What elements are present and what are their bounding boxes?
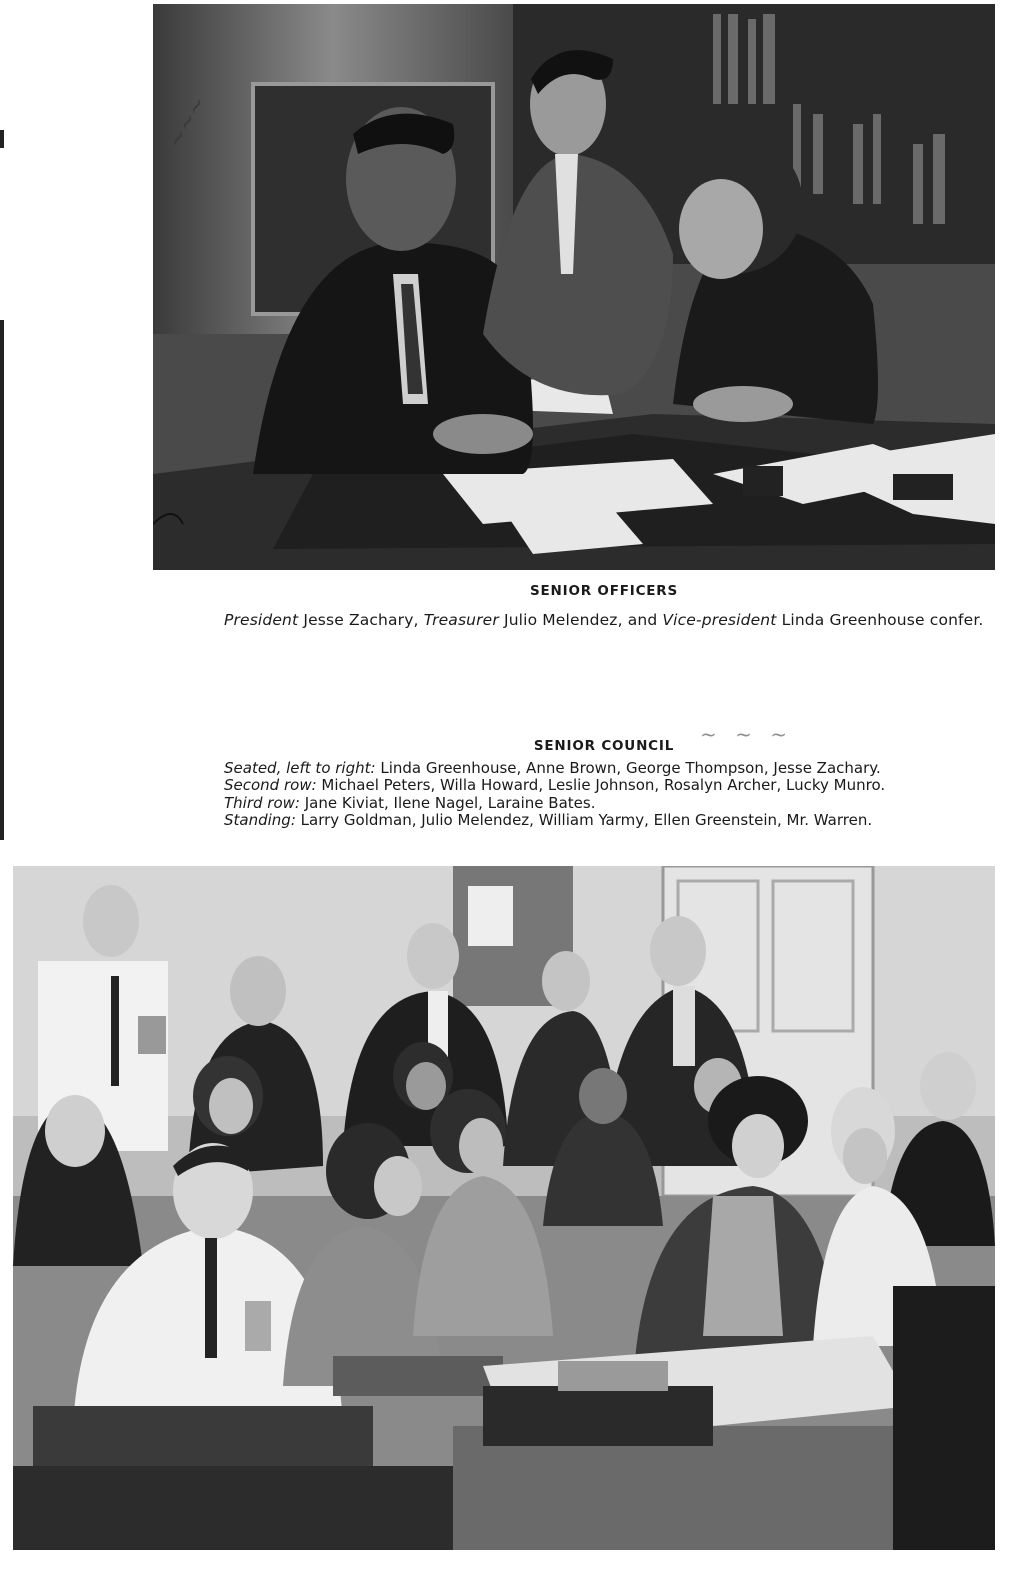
senior-council-photo [13, 866, 995, 1550]
council-row-names: Jane Kiviat, Ilene Nagel, Laraine Bates. [304, 793, 596, 812]
senior-officers-heading: SENIOR OFFICERS [529, 583, 679, 599]
senior-officers-caption [224, 583, 984, 630]
officer-name: Julio Melendez, and [503, 611, 658, 629]
council-row-label: Third row: [224, 793, 300, 812]
council-row [224, 795, 984, 812]
senior-officers-photo-graphic [153, 4, 995, 570]
council-row-names: Michael Peters, Willa Howard, Leslie Johnson, Rosalyn Archer, Lucky Munro. [321, 776, 886, 795]
council-row-names: Linda Greenhouse, Anne Brown, George Thompson, Jesse Zachary. [380, 759, 881, 777]
council-row [224, 812, 984, 829]
council-row-label: Standing: [224, 811, 296, 830]
officer-name: Linda Greenhouse confer. [781, 611, 984, 629]
officer-title: Treasurer [423, 611, 499, 629]
handwritten-scribble: ~~~ [163, 92, 213, 153]
senior-council-photo-graphic [13, 866, 995, 1550]
senior-officers-description [224, 611, 984, 630]
senior-council-caption [224, 738, 984, 830]
council-row-label: Second row: [224, 776, 317, 795]
page-edge-mark [0, 320, 4, 840]
council-row [224, 777, 984, 794]
senior-council-rows [224, 760, 984, 830]
officer-title: President [224, 611, 299, 629]
senior-officers-photo [153, 4, 995, 570]
officer-name: Jesse Zachary, [303, 611, 419, 629]
page-edge-mark [0, 130, 4, 148]
council-row-label: Seated, left to right: [224, 759, 376, 777]
council-row-names: Larry Goldman, Julio Melendez, William Yarmy, Ellen Greenstein, Mr. Warren. [300, 811, 873, 830]
senior-council-heading: SENIOR COUNCIL [533, 738, 675, 754]
council-row [224, 760, 984, 777]
handwritten-scribble: ~ ~ ~ [700, 722, 793, 746]
officer-title: Vice-president [662, 611, 777, 629]
